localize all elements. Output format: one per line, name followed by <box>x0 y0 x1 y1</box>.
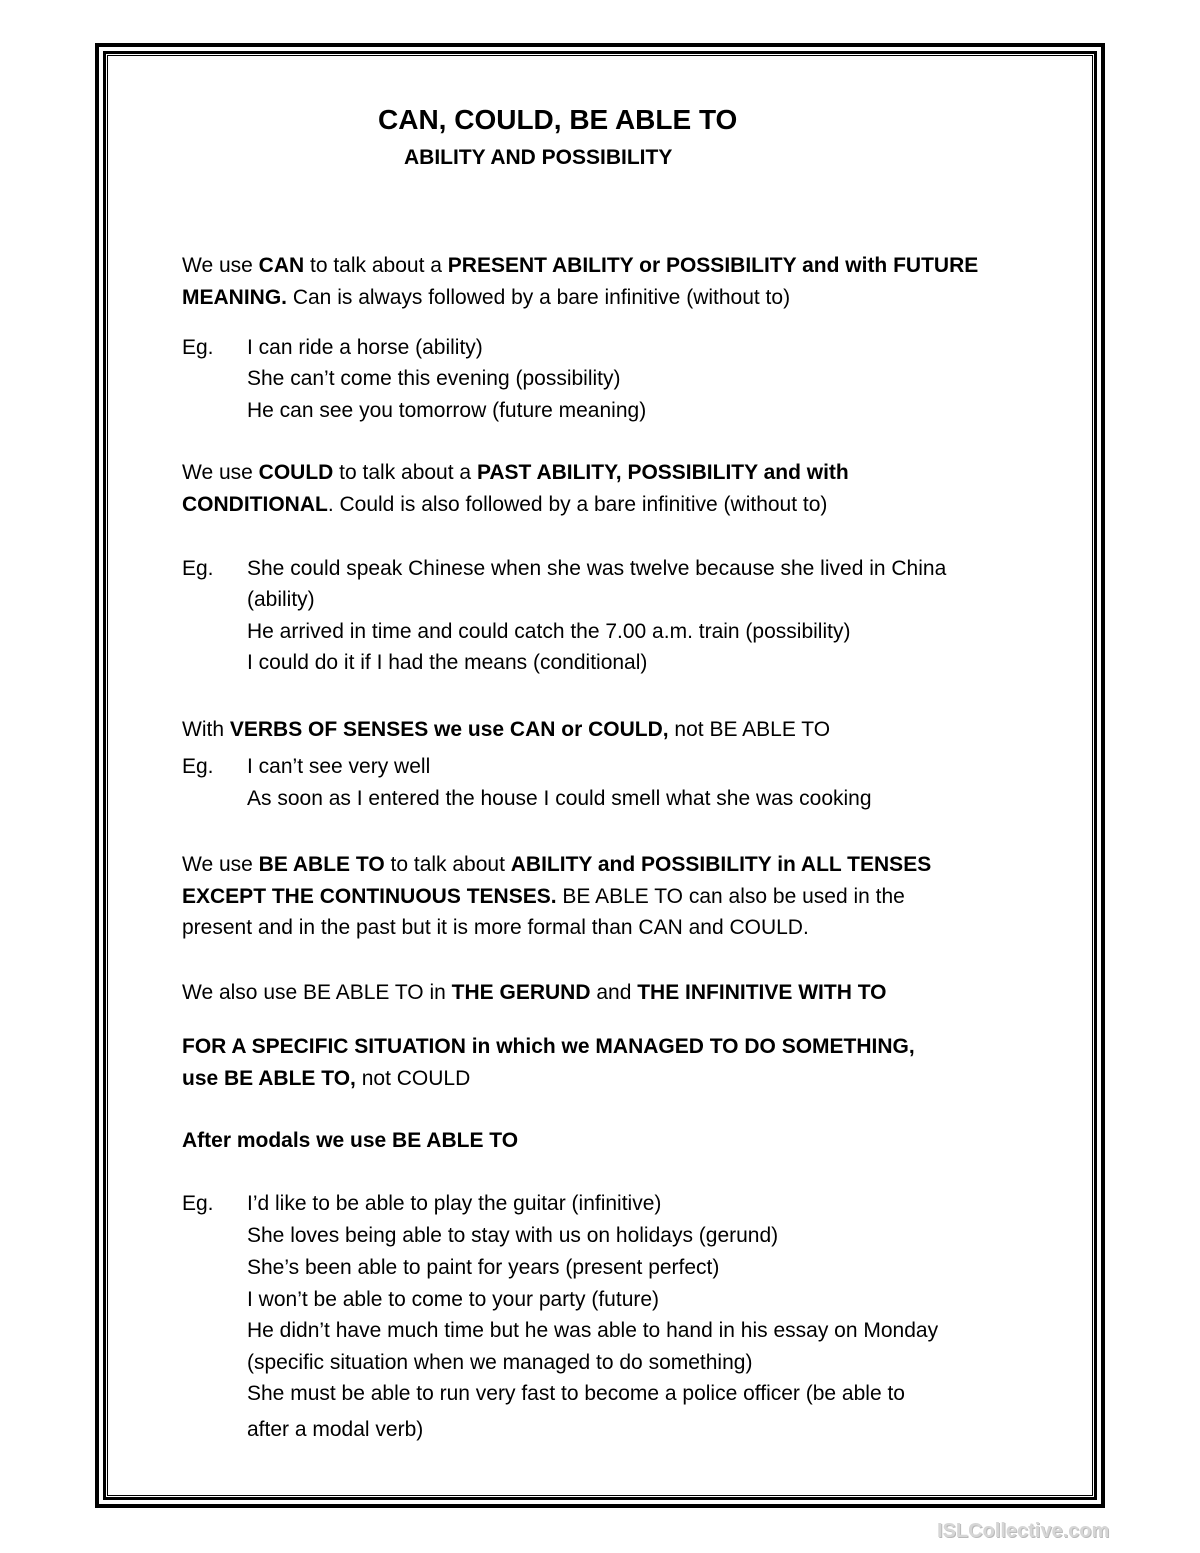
eg-label: Eg. <box>182 557 214 580</box>
example-sentence: I can’t see very well <box>247 755 431 778</box>
senses-rule-line: With VERBS OF SENSES we use CAN or COULD, not BE ABLE TO <box>182 718 831 741</box>
example-sentence: She must be able to run very fast to become a police officer (be able to <box>247 1382 905 1405</box>
example-sentence: after a modal verb) <box>247 1418 424 1441</box>
example-sentence: (ability) <box>247 588 315 611</box>
can-rule-line-2: MEANING. Can is always followed by a bare infinitive (without to) <box>182 286 791 309</box>
be-able-to-rule-line-1: We use BE ABLE TO to talk about ABILITY and POSSIBILITY in ALL TENSES <box>182 853 932 876</box>
could-rule-line-2: CONDITIONAL. Could is also followed by a bare infinitive (without to) <box>182 493 828 516</box>
gerund-infinitive-rule: We also use BE ABLE TO in THE GERUND and THE INFINITIVE WITH TO <box>182 981 887 1004</box>
after-modals-rule: After modals we use BE ABLE TO <box>182 1129 519 1152</box>
could-rule-line-1: We use COULD to talk about a PAST ABILITY, POSSIBILITY and with <box>182 461 849 484</box>
be-able-to-rule-line-2: EXCEPT THE CONTINUOUS TENSES. BE ABLE TO can also be used in the <box>182 885 905 908</box>
example-sentence: She could speak Chinese when she was twelve because she lived in China <box>247 557 947 580</box>
example-sentence: I won’t be able to come to your party (future) <box>247 1288 660 1311</box>
example-sentence: She can’t come this evening (possibility) <box>247 367 621 390</box>
specific-situation-rule-line-2: use BE ABLE TO, not COULD <box>182 1067 471 1090</box>
page-title: CAN, COULD, BE ABLE TO <box>378 104 738 135</box>
example-sentence: As soon as I entered the house I could smell what she was cooking <box>247 787 872 810</box>
be-able-to-rule-line-3: present and in the past but it is more formal than CAN and COULD. <box>182 916 809 939</box>
example-sentence: (specific situation when we managed to do something) <box>247 1351 753 1374</box>
watermark: ISLCollective.com <box>937 1520 1110 1542</box>
example-sentence: He didn’t have much time but he was able to hand in his essay on Monday <box>247 1319 939 1342</box>
example-sentence: She loves being able to stay with us on holidays (gerund) <box>247 1224 779 1247</box>
eg-label: Eg. <box>182 336 214 359</box>
example-sentence: He arrived in time and could catch the 7.00 a.m. train (possibility) <box>247 620 851 643</box>
page-subtitle: ABILITY AND POSSIBILITY <box>404 146 673 169</box>
eg-label: Eg. <box>182 1192 214 1215</box>
example-sentence: He can see you tomorrow (future meaning) <box>247 399 647 422</box>
example-sentence: I’d like to be able to play the guitar (infinitive) <box>247 1192 662 1215</box>
example-sentence: She’s been able to paint for years (present perfect) <box>247 1256 720 1279</box>
example-sentence: I could do it if I had the means (conditional) <box>247 651 648 674</box>
example-sentence: I can ride a horse (ability) <box>247 336 483 359</box>
eg-label: Eg. <box>182 755 214 778</box>
specific-situation-rule-line-1: FOR A SPECIFIC SITUATION in which we MANAGED TO DO SOMETHING, <box>182 1035 915 1058</box>
can-rule-line-1: We use CAN to talk about a PRESENT ABILITY or POSSIBILITY and with FUTURE <box>182 254 979 277</box>
